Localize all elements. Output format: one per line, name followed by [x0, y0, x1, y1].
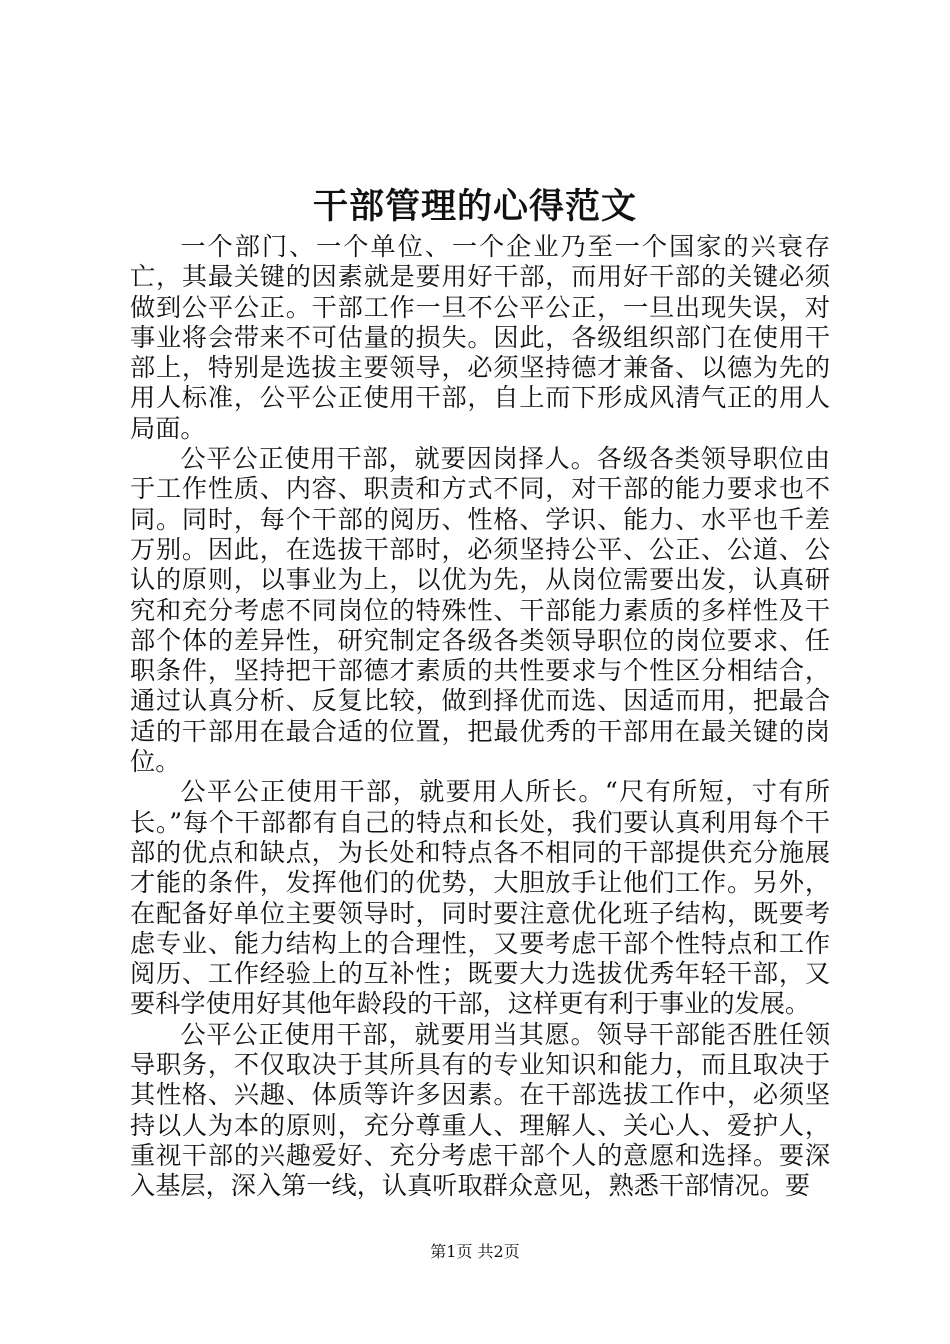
paragraph-2: 公平公正使用干部，就要因岗择人。各级各类领导职位由于工作性质、内容、职责和方式不同，对干部的能力要求也不同。同时，每个干部的阅历、性格、学识、能力、水平也千差万别。因此，在选拔干部时，必须坚持公平、公正、公道、公认的原则，以事业为上，以优为先，从岗位需要出发，认真研究和充分考虑不同岗位的特殊性、干部能力素质的多样性及干部个体的差异性，研究制定各级各类领导职位的岗位要求、任职条件，坚持把干部德才素质的共性要求与个性区分相结合，通过认真分析、反复比较，做到择优而选、因适而用，把最合适的干部用在最合适的位置，把最优秀的干部用在最关键的岗位。: [130, 444, 830, 777]
paragraph-4: 公平公正使用干部，就要用当其愿。领导干部能否胜任领导职务，不仅取决于其所具有的专业知识和能力，而且取决于其性格、兴趣、体质等许多因素。在干部选拔工作中，必须坚持以人为本的原则，充分尊重人、理解人、关心人、爱护人，重视干部的兴趣爱好、充分考虑干部个人的意愿和选择。要深入基层，深入第一线，认真听取群众意见，熟悉干部情况。要: [130, 1019, 830, 1201]
document-title: 干部管理的心得范文: [312, 186, 637, 227]
paragraph-3: 公平公正使用干部，就要用人所长。“尺有所短，寸有所长。”每个干部都有自己的特点和长处，我们要认真利用每个干部的优点和缺点，为长处和特点各不相同的干部提供充分施展才能的条件，发挥他们的优势，大胆放手让他们工作。另外，在配备好单位主要领导时，同时要注意优化班子结构，既要考虑专业、能力结构上的合理性，又要考虑干部个性特点和工作阅历、工作经验上的互补性；既要大力选拔优秀年轻干部，又要科学使用好其他年龄段的干部，这样更有利于事业的发展。: [130, 777, 830, 1019]
page-footer: 第1页 共2页: [430, 1242, 520, 1261]
document-body: [130, 232, 830, 1202]
paragraph-1: 一个部门、一个单位、一个企业乃至一个国家的兴衰存亡，其最关键的因素就是要用好干部，而用好干部的关键必须做到公平公正。干部工作一旦不公平公正，一旦出现失误，对事业将会带来不可估量的损失。因此，各级组织部门在使用干部上，特别是选拔主要领导，必须坚持德才兼备、以德为先的用人标准，公平公正使用干部，自上而下形成风清气正的用人局面。: [130, 232, 830, 443]
